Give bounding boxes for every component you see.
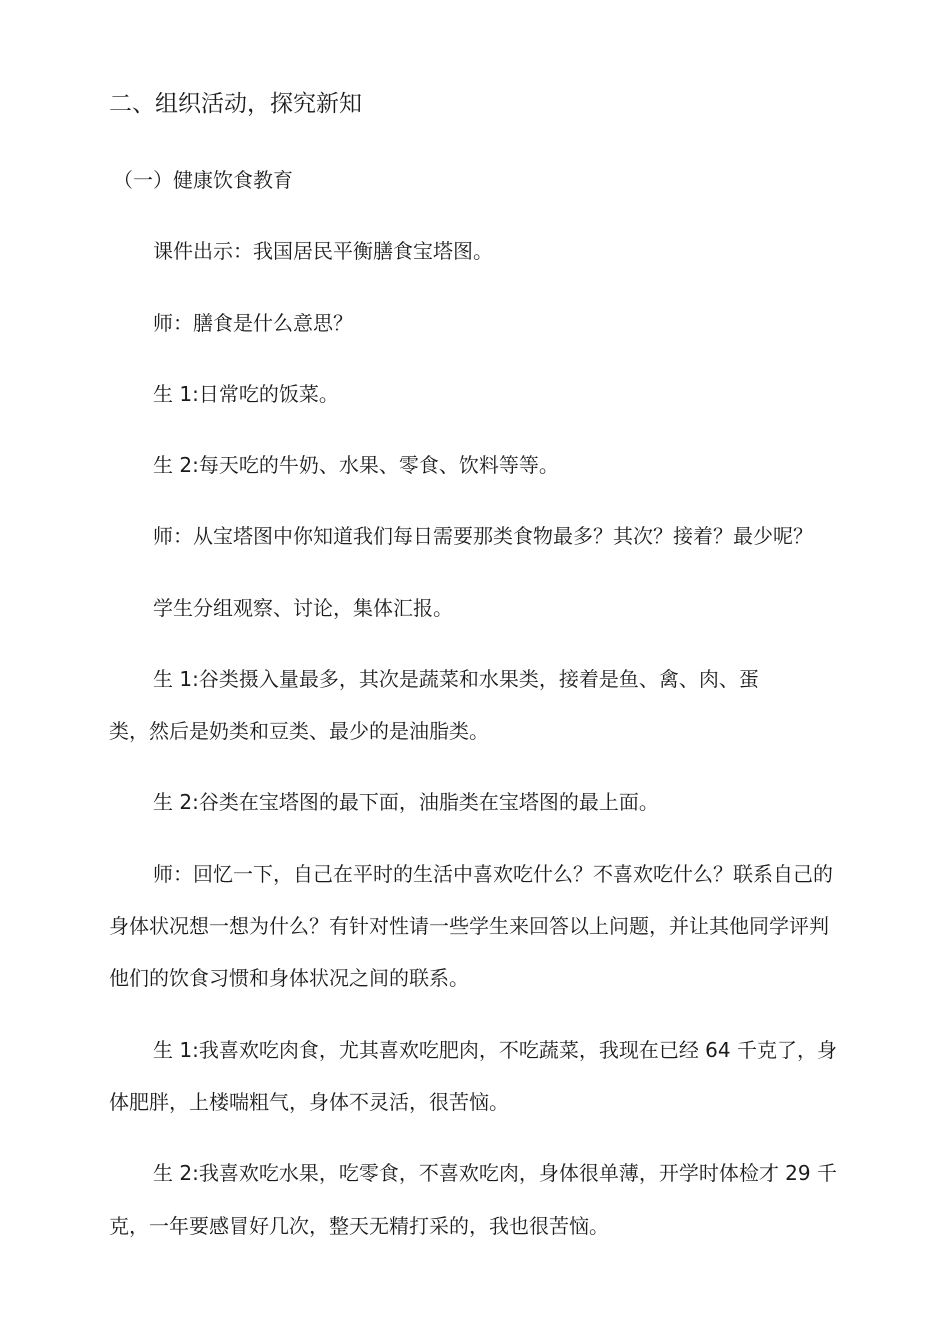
paragraph-line: 生 1:日常吃的饭菜。 (153, 382, 339, 406)
paragraph-line: 生 2:每天吃的牛奶、水果、零食、饮料等等。 (153, 453, 559, 477)
paragraph-line: 他们的饮食习惯和身体状况之间的联系。 (109, 966, 469, 990)
paragraph-line: 身体状况想一想为什么？有针对性请一些学生来回答以上问题，并让其他同学评判 (109, 914, 829, 938)
paragraph-line: 生 2:我喜欢吃水果，吃零食，不喜欢吃肉，身体很单薄，开学时体检才 29 千 (153, 1161, 837, 1185)
paragraph-line: 体肥胖，上楼喘粗气，身体不灵活，很苦恼。 (109, 1090, 509, 1114)
paragraph-line: 师：膳食是什么意思？ (153, 311, 353, 335)
paragraph-line: 学生分组观察、讨论，集体汇报。 (153, 596, 453, 620)
paragraph-line: 类，然后是奶类和豆类、最少的是油脂类。 (109, 719, 489, 743)
paragraph-line: 生 1:我喜欢吃肉食，尤其喜欢吃肥肉，不吃蔬菜，我现在已经 64 千克了，身 (153, 1038, 837, 1062)
paragraph-line: 生 2:谷类在宝塔图的最下面，油脂类在宝塔图的最上面。 (153, 790, 659, 814)
subsection-title: （一）健康饮食教育 (113, 168, 293, 192)
section-title: 二、组织活动，探究新知 (109, 91, 362, 117)
paragraph-line: 生 1:谷类摄入量最多，其次是蔬菜和水果类，接着是鱼、禽、肉、蛋 (153, 667, 759, 691)
paragraph-line: 师：回忆一下，自己在平时的生活中喜欢吃什么？不喜欢吃什么？联系自己的 (153, 862, 833, 886)
paragraph-line: 克，一年要感冒好几次，整天无精打采的，我也很苦恼。 (109, 1214, 609, 1238)
paragraph-line: 师：从宝塔图中你知道我们每日需要那类食物最多？其次？接着？最少呢？ (153, 524, 813, 548)
paragraph-line: 课件出示：我国居民平衡膳食宝塔图。 (153, 239, 493, 263)
